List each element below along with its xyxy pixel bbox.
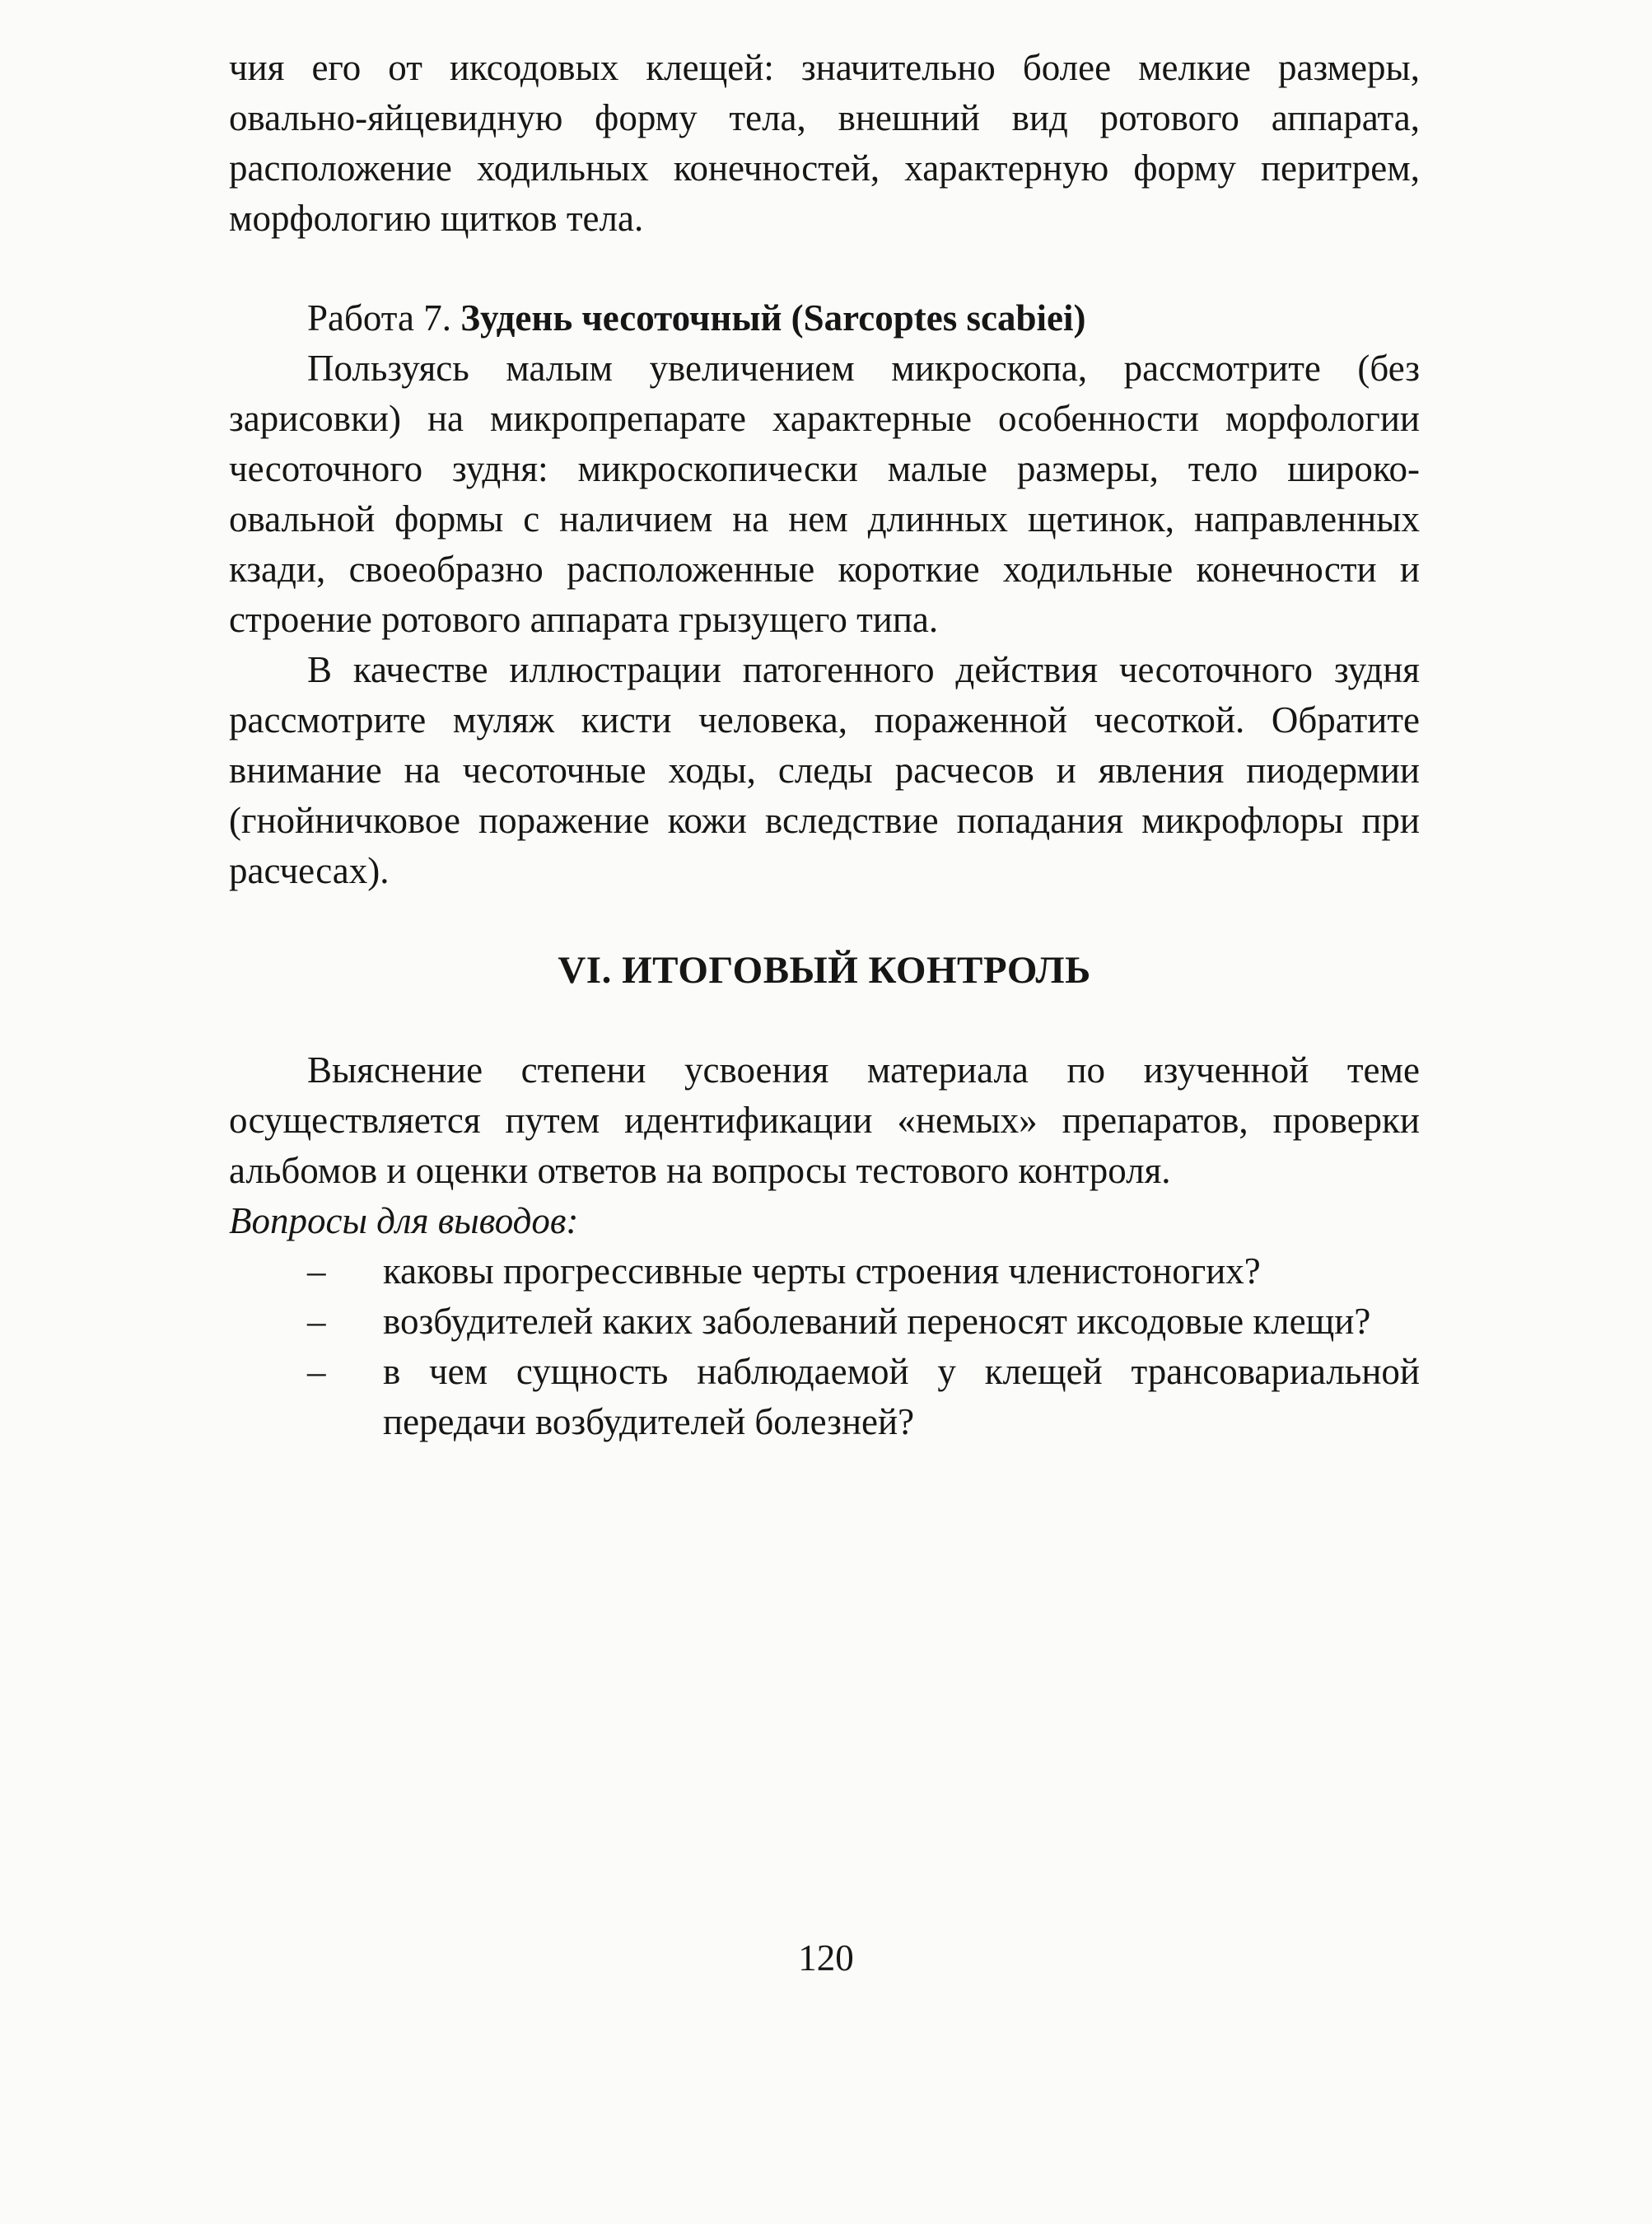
list-item — [229, 1246, 1420, 1297]
spacer — [229, 896, 1420, 946]
work-7-name: Зудень чесоточный (Sarcoptes scabiei) — [460, 297, 1086, 339]
questions-label: Вопросы для выводов: — [229, 1200, 579, 1241]
dash-bullet: – — [307, 1250, 326, 1292]
work-7-paragraph-1: Пользуясь малым увеличением микроскопа, рассмотрите (без зарисовки) на микропрепарате характерные особенности морфологии чесоточного зудня: микроскопически малые размеры, тело широко-овальной формы с наличием на нем длинных щетинок, направленных кзади, своеобразно расположенные короткие ходильные конечности и строение ротового аппарата грызущего типа. — [229, 348, 1420, 640]
question-text: возбудителей каких заболеваний переносят иксодовые клещи? — [383, 1301, 1371, 1342]
list-item — [229, 1297, 1420, 1347]
work-7-prefix: Работа 7. — [307, 297, 461, 339]
work-7-title — [229, 293, 1420, 343]
spacer — [229, 996, 1420, 1045]
question-text: каковы прогрессивные черты строения членистоногих? — [383, 1250, 1261, 1292]
question-text: в чем сущность наблюдаемой у клещей трансовариальной передачи возбудителей болезней? — [383, 1351, 1420, 1442]
spacer — [229, 244, 1420, 293]
work-7-paragraph-2: В качестве иллюстрации патогенного действия чесоточного зудня рассмотрите муляж кисти человека, пораженной чесоткой. Обратите внимание на чесоточные ходы, следы расчесов и явления пиодермии (гнойничковое поражение кожи вследствие попадания микрофлоры при расчесах). — [229, 649, 1420, 891]
page-number: 120 — [798, 1937, 854, 1979]
page-content — [229, 43, 1420, 1447]
list-item — [229, 1347, 1420, 1447]
section-heading: VI. ИТОГОВЫЙ КОНТРОЛЬ — [558, 949, 1091, 992]
control-paragraph: Выяснение степени усвоения материала по изученной теме осуществляется путем идентификации «немых» препаратов, проверки альбомов и оценки ответов на вопросы тестового контроля. — [229, 1049, 1420, 1191]
questions-list — [229, 1246, 1420, 1447]
dash-bullet: – — [307, 1301, 326, 1342]
intro-paragraph: чия его от иксодовых клещей: значительно более мелкие размеры, овально-яйцевидную форму тела, внешний вид ротового аппарата, расположение ходильных конечностей, характерную форму перитрем, морфологию щитков тела. — [229, 47, 1420, 239]
dash-bullet: – — [307, 1351, 326, 1392]
